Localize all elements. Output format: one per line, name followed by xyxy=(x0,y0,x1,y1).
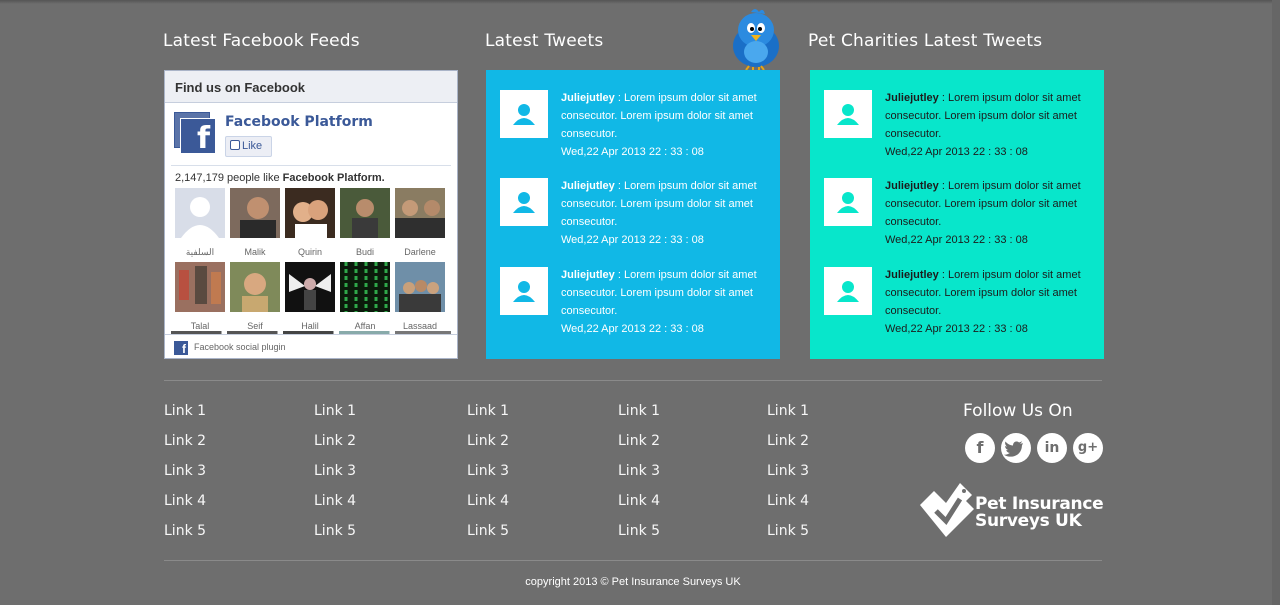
copyright-text: copyright 2013 © Pet Insurance Surveys UK xyxy=(525,576,741,588)
tweet-text: : Lorem ipsum dolor sit amet consecutor. Lorem ipsum dolor sit amet consecutor. xyxy=(885,92,1081,140)
footer-link[interactable]: Link 5 xyxy=(467,523,510,539)
google-plus-icon[interactable]: g+ xyxy=(1073,433,1103,463)
tweet-item[interactable] xyxy=(824,89,1094,165)
tweet-date: Wed,22 Apr 2013 22 : 33 : 08 xyxy=(885,234,1028,246)
footer-link[interactable]: Link 3 xyxy=(314,463,357,479)
tweet-user[interactable]: Juliejutley xyxy=(885,269,939,281)
footer-link-column xyxy=(314,403,356,553)
user-icon xyxy=(837,103,859,125)
like-count-page: Facebook Platform. xyxy=(282,172,385,184)
facebook-face[interactable] xyxy=(340,262,390,331)
tweet-text: : Lorem ipsum dolor sit amet consecutor. Lorem ipsum dolor sit amet consecutor. xyxy=(561,92,757,140)
footer-link[interactable]: Link 5 xyxy=(164,523,207,539)
footer-link[interactable]: Link 3 xyxy=(618,463,661,479)
brand-line-1: Pet Insurance xyxy=(975,494,1104,514)
footer-link[interactable]: Link 3 xyxy=(467,463,510,479)
facebook-face[interactable] xyxy=(285,262,335,331)
profile-photo xyxy=(340,262,390,312)
avatar xyxy=(500,267,548,315)
footer-link[interactable]: Link 1 xyxy=(467,403,510,419)
face-name: Darlene xyxy=(404,247,436,257)
footer-link-column xyxy=(618,403,660,553)
facebook-like-count xyxy=(165,166,457,188)
like-label: Like xyxy=(242,140,263,152)
tweet-user[interactable]: Juliejutley xyxy=(885,180,939,192)
footer-link-column xyxy=(767,403,809,553)
tweet-item[interactable] xyxy=(824,177,1094,253)
profile-photo xyxy=(395,188,445,238)
tweet-user[interactable]: Juliejutley xyxy=(885,92,939,104)
facebook-face[interactable] xyxy=(175,188,225,258)
tweet-user[interactable]: Juliejutley xyxy=(561,92,615,104)
facebook-widget-header: Find us on Facebook xyxy=(165,71,457,103)
facebook-like-button[interactable] xyxy=(225,136,272,157)
footer-link[interactable]: Link 2 xyxy=(467,433,510,449)
facebook-page-name-link[interactable]: Facebook Platform xyxy=(225,114,373,130)
profile-photo xyxy=(230,262,280,312)
footer-link[interactable]: Link 4 xyxy=(767,493,810,509)
tweet-text: : Lorem ipsum dolor sit amet consecutor. Lorem ipsum dolor sit amet consecutor. xyxy=(561,180,757,228)
charity-tweets-title: Pet Charities Latest Tweets xyxy=(808,31,1043,51)
tweet-user[interactable]: Juliejutley xyxy=(561,180,615,192)
footer-link[interactable]: Link 3 xyxy=(767,463,810,479)
right-edge xyxy=(1272,0,1280,605)
avatar xyxy=(500,90,548,138)
footer-link[interactable]: Link 5 xyxy=(767,523,810,539)
user-icon xyxy=(513,103,535,125)
facebook-social-plugin-footer[interactable] xyxy=(165,334,457,358)
avatar xyxy=(824,90,872,138)
twitter-bird-icon xyxy=(729,8,783,70)
facebook-face[interactable] xyxy=(395,188,445,257)
latest-tweets-title: Latest Tweets xyxy=(485,31,604,51)
facebook-face[interactable] xyxy=(230,188,280,257)
face-name: Talal xyxy=(190,321,210,331)
tweet-date: Wed,22 Apr 2013 22 : 33 : 08 xyxy=(561,234,704,246)
footer-link[interactable]: Link 4 xyxy=(164,493,207,509)
thumbs-up-icon xyxy=(230,140,240,150)
tweet-item[interactable] xyxy=(500,89,770,165)
footer-link[interactable]: Link 1 xyxy=(164,403,207,419)
facebook-widget xyxy=(164,70,458,359)
face-name: Affan xyxy=(354,321,376,331)
facebook-feeds-title: Latest Facebook Feeds xyxy=(163,31,360,51)
user-icon xyxy=(513,280,535,302)
footer-link[interactable]: Link 5 xyxy=(618,523,661,539)
footer-link[interactable]: Link 2 xyxy=(164,433,207,449)
tweet-user[interactable]: Juliejutley xyxy=(561,269,615,281)
latest-tweets-panel xyxy=(486,70,780,359)
footer-link-column xyxy=(164,403,206,553)
footer-link[interactable]: Link 4 xyxy=(314,493,357,509)
footer-link[interactable]: Link 2 xyxy=(314,433,357,449)
facebook-icon[interactable]: f xyxy=(965,433,995,463)
footer-link[interactable]: Link 2 xyxy=(618,433,661,449)
tweet-text: : Lorem ipsum dolor sit amet consecutor. Lorem ipsum dolor sit amet consecutor. xyxy=(561,269,757,317)
facebook-page-card xyxy=(165,103,457,165)
tweet-date: Wed,22 Apr 2013 22 : 33 : 08 xyxy=(561,323,704,335)
tweet-date: Wed,22 Apr 2013 22 : 33 : 08 xyxy=(885,146,1028,158)
footer-link[interactable]: Link 1 xyxy=(618,403,661,419)
tweet-text: : Lorem ipsum dolor sit amet consecutor. Lorem ipsum dolor sit amet consecutor. xyxy=(885,269,1081,317)
avatar xyxy=(500,178,548,226)
face-name: Seif xyxy=(247,321,263,331)
avatar xyxy=(824,267,872,315)
avatar xyxy=(824,178,872,226)
profile-photo xyxy=(175,262,225,312)
profile-photo xyxy=(285,188,335,238)
like-count-number: 2,147,179 xyxy=(175,172,224,184)
profile-photo xyxy=(285,262,335,312)
facebook-face[interactable] xyxy=(285,188,335,257)
face-name: Lassaad xyxy=(402,321,438,331)
charity-tweets-panel xyxy=(810,70,1104,359)
footer-divider-top xyxy=(164,380,1102,381)
facebook-face[interactable] xyxy=(340,188,390,257)
follow-us-title: Follow Us On xyxy=(963,401,1073,421)
footer-link[interactable]: Link 4 xyxy=(618,493,661,509)
facebook-page-logo-icon[interactable]: f xyxy=(174,112,216,154)
default-avatar-icon xyxy=(175,188,225,238)
profile-photo xyxy=(230,188,280,238)
footer-link[interactable]: Link 4 xyxy=(467,493,510,509)
footer-link[interactable]: Link 5 xyxy=(314,523,357,539)
twitter-icon[interactable] xyxy=(1001,433,1031,463)
footer-divider-bottom xyxy=(164,560,1102,561)
footer-link[interactable]: Link 1 xyxy=(767,403,810,419)
facebook-face[interactable] xyxy=(395,262,445,331)
footer-link-column xyxy=(467,403,509,553)
facebook-face[interactable] xyxy=(175,262,225,331)
footer-link[interactable]: Link 1 xyxy=(314,403,357,419)
profile-photo xyxy=(340,188,390,238)
plugin-label: Facebook social plugin xyxy=(194,342,286,352)
footer-link[interactable]: Link 3 xyxy=(164,463,207,479)
face-name: Quirin xyxy=(297,247,322,257)
user-icon xyxy=(513,191,535,213)
face-name: Halil xyxy=(301,321,319,331)
face-name: Budi xyxy=(355,247,374,257)
linkedin-icon[interactable]: in xyxy=(1037,433,1067,463)
tweet-item[interactable] xyxy=(824,266,1094,342)
face-name: Malik xyxy=(244,247,266,257)
tweet-text: : Lorem ipsum dolor sit amet consecutor. Lorem ipsum dolor sit amet consecutor. xyxy=(885,180,1081,228)
tweet-date: Wed,22 Apr 2013 22 : 33 : 08 xyxy=(885,323,1028,335)
brand-wordmark xyxy=(975,496,1103,530)
facebook-face[interactable] xyxy=(230,262,280,331)
tweet-item[interactable] xyxy=(500,177,770,253)
like-count-text: people like xyxy=(227,172,280,184)
tweet-date: Wed,22 Apr 2013 22 : 33 : 08 xyxy=(561,146,704,158)
tweet-item[interactable] xyxy=(500,266,770,342)
user-icon xyxy=(837,280,859,302)
facebook-small-icon: f xyxy=(174,341,188,355)
profile-photo xyxy=(395,262,445,312)
brand-line-2: Surveys UK xyxy=(975,511,1082,531)
face-name: السلفية xyxy=(185,247,215,257)
footer-link[interactable]: Link 2 xyxy=(767,433,810,449)
top-shadow xyxy=(0,0,1280,4)
user-icon xyxy=(837,191,859,213)
